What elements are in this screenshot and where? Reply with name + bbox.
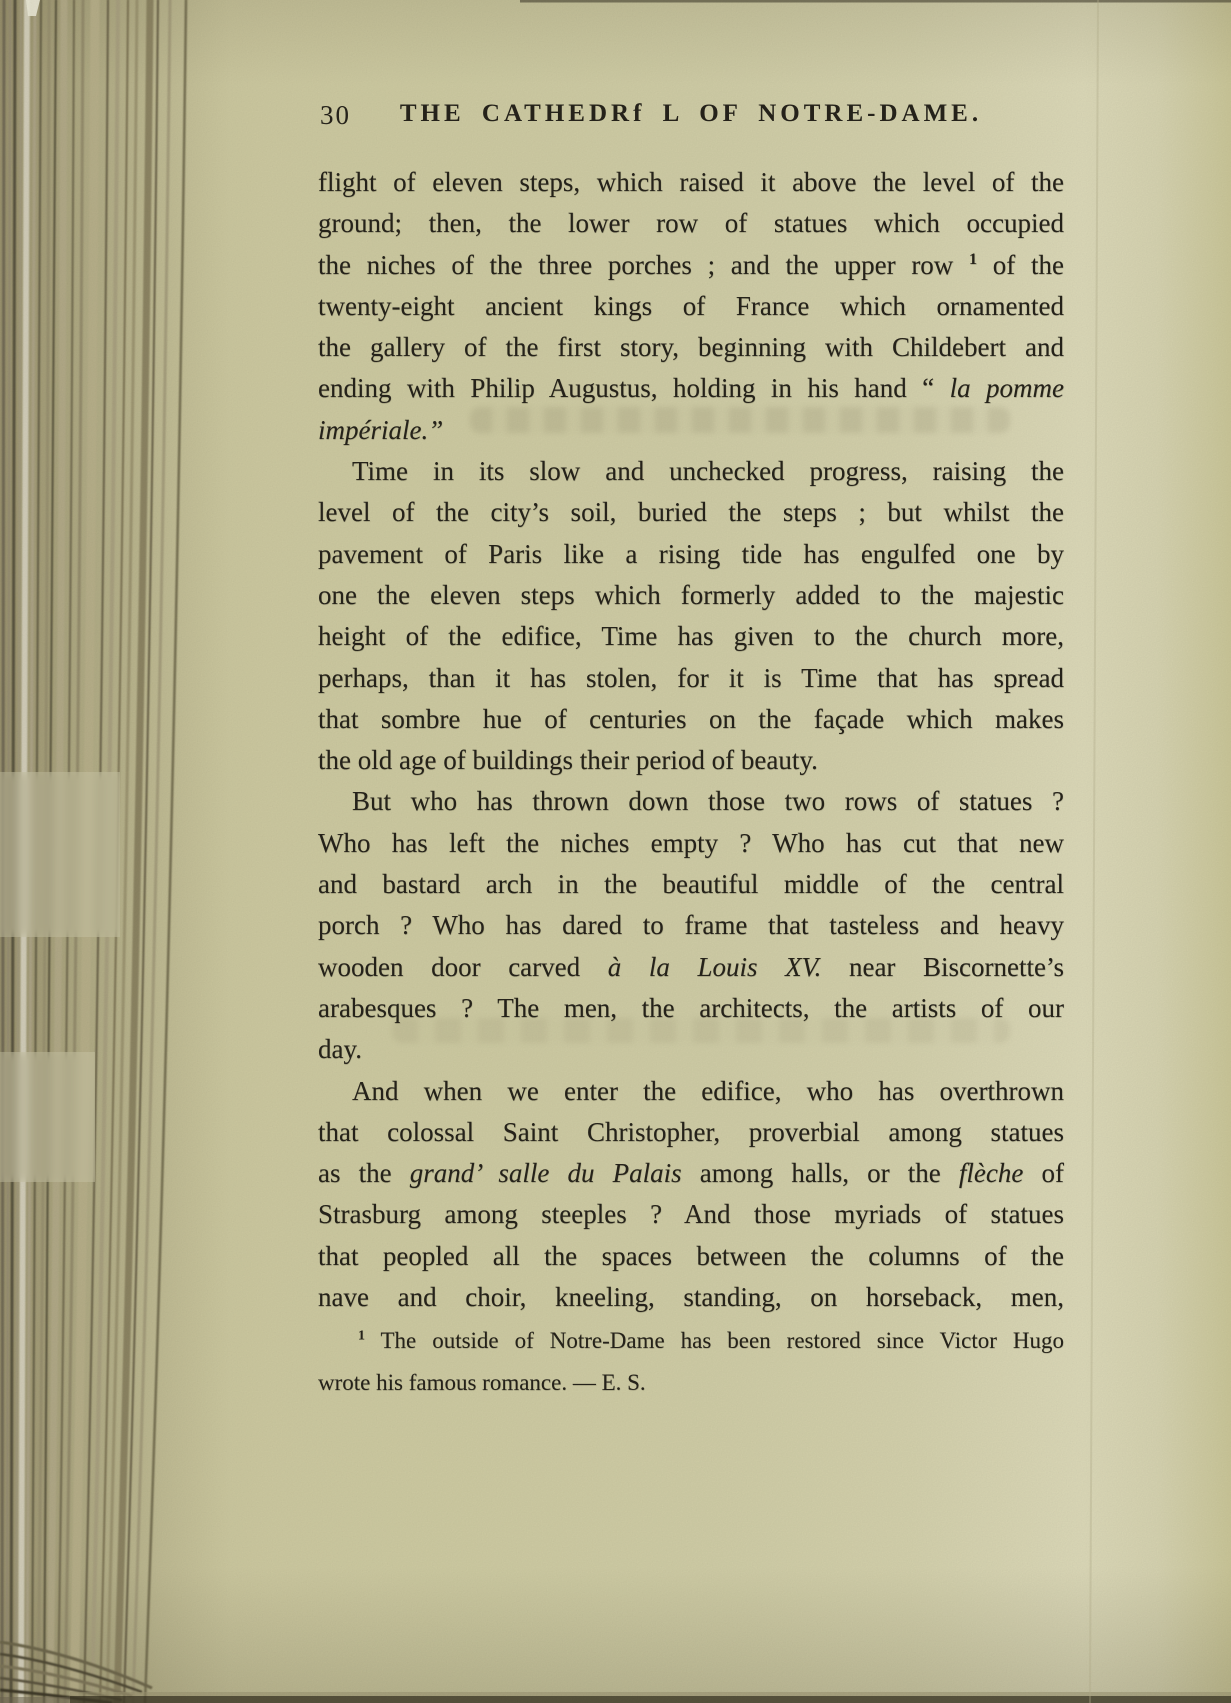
- text-segment: nave and choir, kneeling, standing, on horseback, men,: [318, 1282, 1064, 1313]
- text-line: [318, 451, 1064, 492]
- paragraph: [318, 162, 1064, 451]
- text-line: [318, 1071, 1064, 1112]
- text-segment: one the eleven steps which formerly added to the majestic: [318, 579, 1064, 610]
- paragraph: [318, 451, 1064, 781]
- text-line: [318, 740, 1064, 781]
- footnote-marker: 1: [969, 249, 978, 268]
- text-segment: grand’ salle du Palais: [409, 1158, 682, 1189]
- text-segment: of the: [977, 249, 1064, 280]
- text-line: [318, 988, 1064, 1029]
- text-segment: Strasburg among steeples ? And those myriads of statues: [318, 1199, 1064, 1230]
- text-segment: the gallery of the first story, beginning with Childebert and: [318, 332, 1064, 363]
- text-line: [318, 1277, 1064, 1318]
- text-line: [318, 1363, 1064, 1404]
- text-segment: la pomme: [949, 373, 1065, 404]
- running-header: [318, 96, 1064, 138]
- text-segment: near Biscornette’s: [821, 951, 1065, 982]
- text-line: [318, 1029, 1064, 1070]
- text-segment: impériale.”: [318, 414, 444, 445]
- text-segment: the niches of the three porches ; and the upper row: [318, 249, 970, 280]
- text-segment: ending with Philip Augustus, holding in his hand “: [318, 373, 950, 404]
- text-segment: height of the edifice, Time has given to the church more,: [318, 621, 1064, 652]
- text-line: [318, 162, 1064, 203]
- text-segment: flight of eleven steps, which raised it above the level of the: [318, 167, 1064, 197]
- text-line: [318, 327, 1064, 368]
- text-segment: as the: [318, 1158, 410, 1189]
- text-segment: and bastard arch in the beautiful middle of the central: [318, 869, 1064, 900]
- text-segment: perhaps, than it has stolen, for it is Time that has spread: [318, 662, 1064, 693]
- text-segment: Who has left the niches empty ? Who has cut that new: [318, 827, 1064, 858]
- paragraph: [318, 781, 1064, 1070]
- text-segment: And when we enter the edifice, who has overthrown: [352, 1075, 1064, 1106]
- text-line: [318, 534, 1064, 575]
- blur-smudge: [0, 772, 120, 937]
- text-segment: that colossal Saint Christopher, proverbial among statues: [318, 1116, 1064, 1147]
- text-segment: that sombre hue of centuries on the façade which makes: [318, 703, 1064, 734]
- text-segment: level of the city’s soil, buried the steps ; but whilst the: [318, 497, 1064, 528]
- text-line: [318, 1153, 1064, 1194]
- text-line: [318, 699, 1064, 740]
- text-segment: pavement of Paris like a rising tide has engulfed one by: [318, 538, 1064, 569]
- text-line: [318, 286, 1064, 327]
- text-line: [318, 823, 1064, 864]
- text-block: [318, 96, 1064, 1404]
- text-line: [318, 492, 1064, 533]
- paragraph: [318, 1071, 1064, 1319]
- text-line: [318, 905, 1064, 946]
- text-segment: among halls, or the: [681, 1158, 959, 1189]
- text-line: [318, 1194, 1064, 1235]
- text-segment: wooden door carved: [318, 951, 608, 982]
- text-line: [318, 864, 1064, 905]
- text-segment: the old age of buildings their period of beauty.: [318, 745, 818, 776]
- text-line: [318, 947, 1064, 988]
- text-segment: that peopled all the spaces between the columns of the: [318, 1240, 1064, 1271]
- text-segment: Time in its slow and unchecked progress, raising the: [352, 456, 1064, 487]
- text-line: [318, 368, 1064, 409]
- text-line: [318, 575, 1064, 616]
- text-line: [318, 658, 1064, 699]
- text-segment: of: [1023, 1158, 1064, 1189]
- body-text: [318, 162, 1064, 1318]
- text-line: [318, 616, 1064, 657]
- text-segment: wrote his famous romance. — E. S.: [318, 1369, 646, 1395]
- blur-smudge: [0, 1052, 95, 1182]
- text-line: [318, 1236, 1064, 1277]
- text-segment: twenty-eight ancient kings of France which ornamented: [318, 290, 1064, 321]
- footnote-marker: 1: [358, 1327, 365, 1343]
- text-line: [318, 410, 1064, 451]
- text-segment: day.: [318, 1034, 362, 1065]
- text-segment: à la Louis XV.: [607, 951, 822, 982]
- text-segment: arabesques ? The men, the architects, the artists of our: [318, 992, 1064, 1023]
- text-line: [318, 1321, 1064, 1362]
- text-line: [318, 1112, 1064, 1153]
- text-line: [318, 245, 1064, 286]
- running-title: THE CATHEDRf L OF NOTRE-DAME.: [399, 100, 983, 127]
- text-segment: ground; then, the lower row of statues which occupied: [318, 208, 1064, 239]
- text-segment: porch ? Who has dared to frame that tasteless and heavy: [318, 910, 1064, 941]
- text-line: [318, 203, 1064, 244]
- page-number: 30: [320, 100, 351, 130]
- text-line: [318, 781, 1064, 822]
- text-segment: flèche: [958, 1158, 1024, 1189]
- text-segment: But who has thrown down those two rows of statues ?: [352, 786, 1064, 817]
- text-segment: The outside of Notre-Dame has been restored since Victor Hugo: [364, 1328, 1064, 1354]
- footnote: [318, 1321, 1064, 1404]
